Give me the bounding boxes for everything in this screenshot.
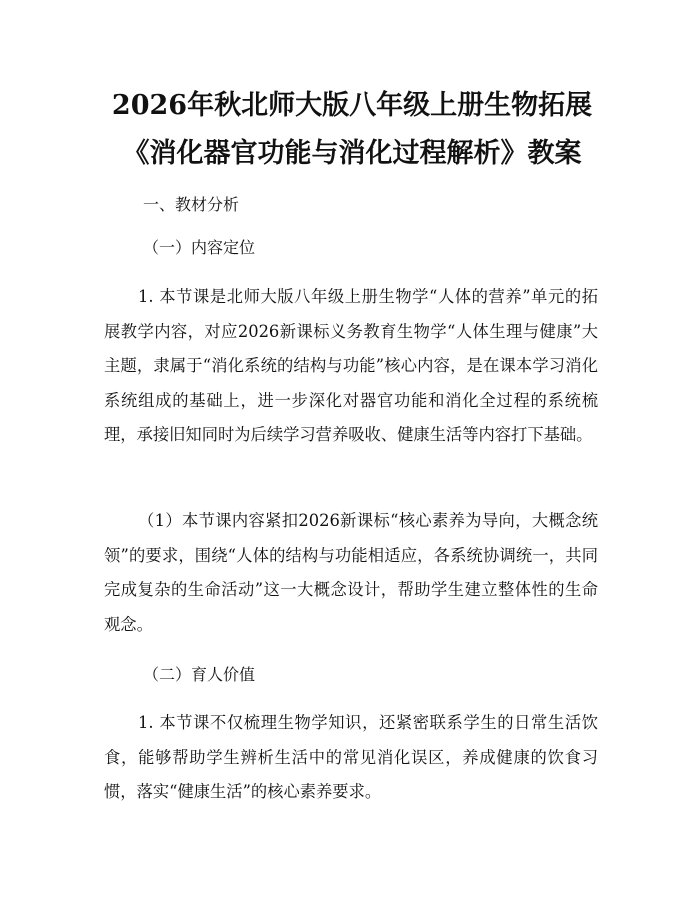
paragraph-curriculum-alignment: （1）本节课内容紧扣2026新课标“核心素养为导向，大概念统领”的要求，围绕“人体的结构与功能相适应，各系统协调统一，共同完成复杂的生命活动”这一大概念设计，帮助学生建立整体性的生命观念。 xyxy=(104,511,598,634)
paragraph-content-positioning: 1. 本节课是北师大版八年级上册生物学“人体的营养”单元的拓展教学内容，对应2026新课标义务教育生物学“人体生理与健康”大主题，隶属于“消化系统的结构与功能”核心内容，是在课本学习消化系统组成的基础上，进一步深化对器官功能和消化全过程的系统梳理，承接旧知同时为后续学习营养吸收、健康生活等内容打下基础。 xyxy=(104,287,598,445)
subsection-heading-educational-value: （二）育人价值 xyxy=(143,665,256,684)
subsection-heading-content-positioning: （一）内容定位 xyxy=(143,238,256,257)
section-heading-textbook-analysis: 一、教材分析 xyxy=(143,195,240,214)
paragraph-educational-value: 1. 本节课不仅梳理生物学知识，还紧密联系学生的日常生活饮食，能够帮助学生辨析生活中的常见消化误区，养成健康的饮食习惯，落实“健康生活”的核心素养要求。 xyxy=(104,713,598,802)
document-title: 2026年秋北师大版八年级上册生物拓展《消化器官功能与消化过程解析》教案 xyxy=(111,90,593,169)
